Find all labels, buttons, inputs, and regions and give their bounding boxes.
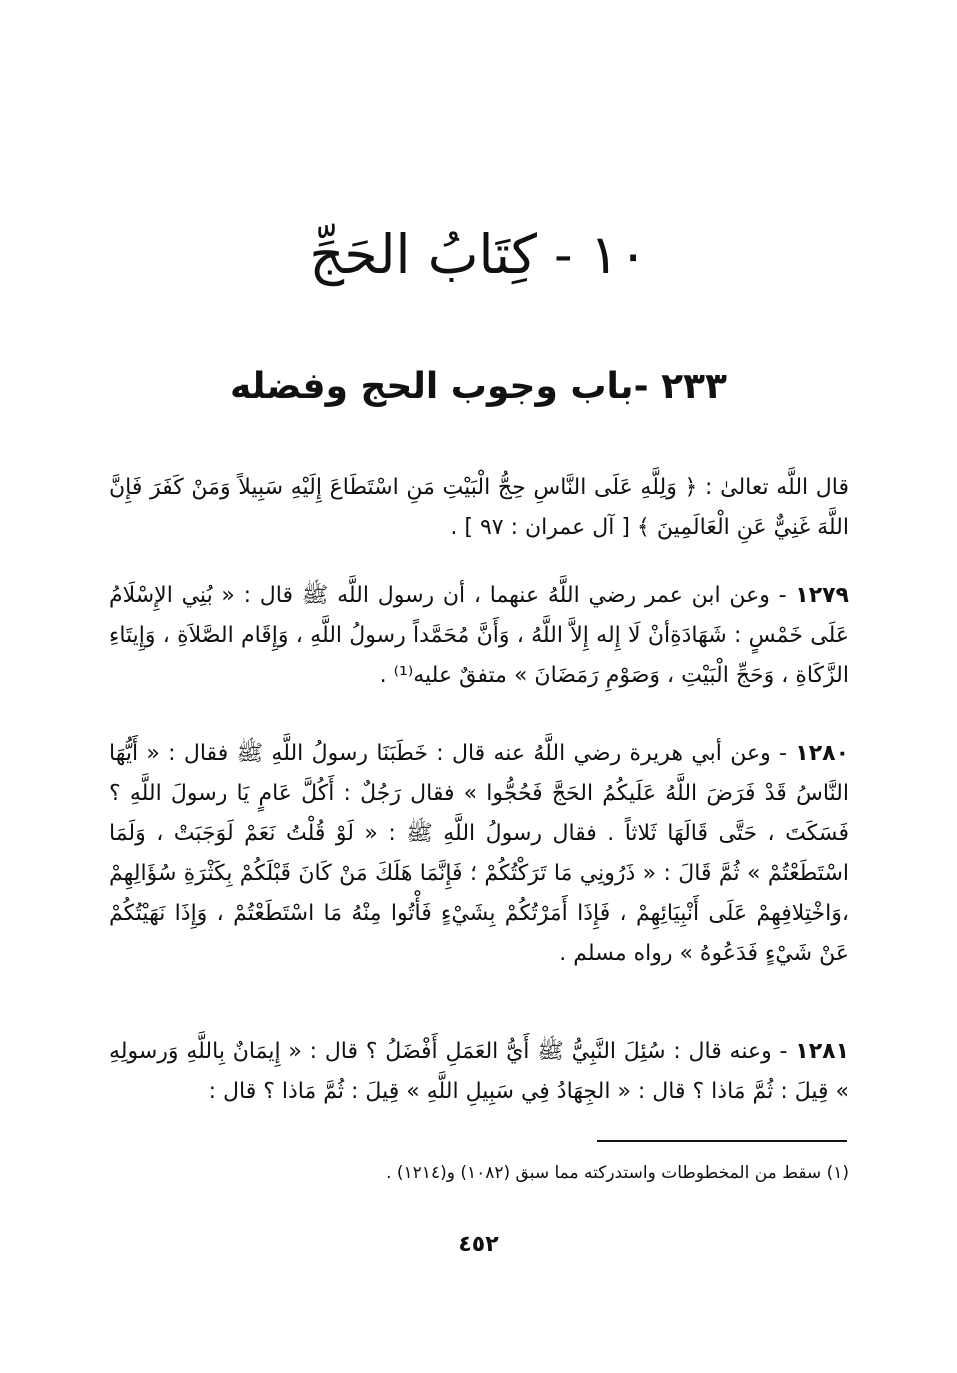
hadith-paragraph: [109, 576, 849, 696]
hadith-paragraph: [109, 734, 849, 974]
hadith-text: وعن أبي هريرة رضي اللَّهُ عنه قال : خَطَبَنَا رسولُ اللَّهِ ﷺ فقال : « أَيُّهَا النَّاسُ قَدْ فَرَضَ اللَّهُ عَلَيكُمُ الحَجَّ فَحُجُّوا » فقال رَجُلٌ : أَكُلَّ عَامٍ يَا رسولَ اللَّهِ ؟ فَسَكَتَ ، حَتَّى قَالَهَا ثَلاثاً . فقال رسولُ اللَّهِ ﷺ : « لَوْ قُلْتُ نَعَمْ لَوَجَبَتْ ، وَلَمَا اسْتَطَعْتُمْ » ثُمَّ قَالَ : « ذَرُونِي مَا تَرَكْتُكُمْ ؛ فَإِنَّمَا هَلَكَ مَنْ كَانَ قَبْلَكُمْ بِكَثْرَةِ سُؤَالِهِمْ ،وَاخْتِلافِهِمْ عَلَى أَنْبِيَائِهِمْ ، فَإِذَا أَمَرْتُكُمْ بِشَيْءٍ فَأْتُوا مِنْهُ مَا اسْتَطَعْتُمْ ، وَإِذَا نَهَيْتُكُمْ عَنْ شَيْءٍ فَدَعُوهُ » رواه مسلم .: [109, 741, 849, 966]
hadith-dash: -: [771, 1039, 788, 1064]
footnote: (١) سقط من المخطوطات واستدركته مما سبق (١٠٨٢) و(١٢١٤) .: [386, 1163, 849, 1183]
footnote-divider: [597, 1140, 847, 1142]
hadith-number: ١٢٨١: [795, 1039, 850, 1064]
hadith-dash: -: [769, 583, 787, 608]
chapter-title: ٢٣٣ -باب وجوب الحج وفضله: [230, 366, 727, 407]
page-number: ٤٥٢: [458, 1232, 499, 1257]
quran-verse-paragraph: قال اللَّه تعالىٰ : ﴿ وَلِلَّهِ عَلَى النَّاسِ حِجُّ الْبَيْتِ مَنِ اسْتَطَاعَ إِلَيْهِ سَبِيلاً وَمَنْ كَفَرَ فَإِنَّ اللَّهَ غَنِيٌّ عَنِ الْعَالَمِينَ ﴾ [ آل عمران : ٩٧ ] .: [109, 475, 849, 540]
hadith-number: ١٢٨٠: [795, 741, 849, 766]
hadith-text: وعنه قال : سُئِلَ النَّبِيُّ ﷺ أَيُّ العَمَلِ أَفْضَلُ ؟ قال : « إِيمَانٌ بِاللَّهِ وَرسولِهِ » قِيلَ : ثُمَّ مَاذا ؟ قال : « الجِهَادُ فِي سَبِيلِ اللَّهِ » قِيلَ : ثُمَّ مَاذا ؟ قال :: [109, 1039, 849, 1104]
book-title: ١٠ - كِتَابُ الحَجِّ: [309, 223, 648, 286]
hadith-dash: -: [770, 741, 787, 766]
hadith-paragraph: [109, 1032, 849, 1112]
hadith-text: وعن ابن عمر رضي اللَّهُ عنهما ، أن رسول اللَّه ﷺ قال : « بُنِي الإِسْلَامُ عَلَى خَمْسٍ : شَهَادَةِأنْ لَا إِله إِلاَّ اللَّهُ ، وَأَنَّ مُحَمَّداً رسولُ اللَّهِ ، وَإِقَام الصَّلاَةِ ، وَإِيتَاءِ الزَّكَاةِ ، وَحَجِّ الْبَيْتِ ، وَصَوْمِ رَمَضَانَ » متفقٌ عليه⁽¹⁾ .: [109, 583, 849, 688]
hadith-number: ١٢٧٩: [795, 583, 849, 608]
